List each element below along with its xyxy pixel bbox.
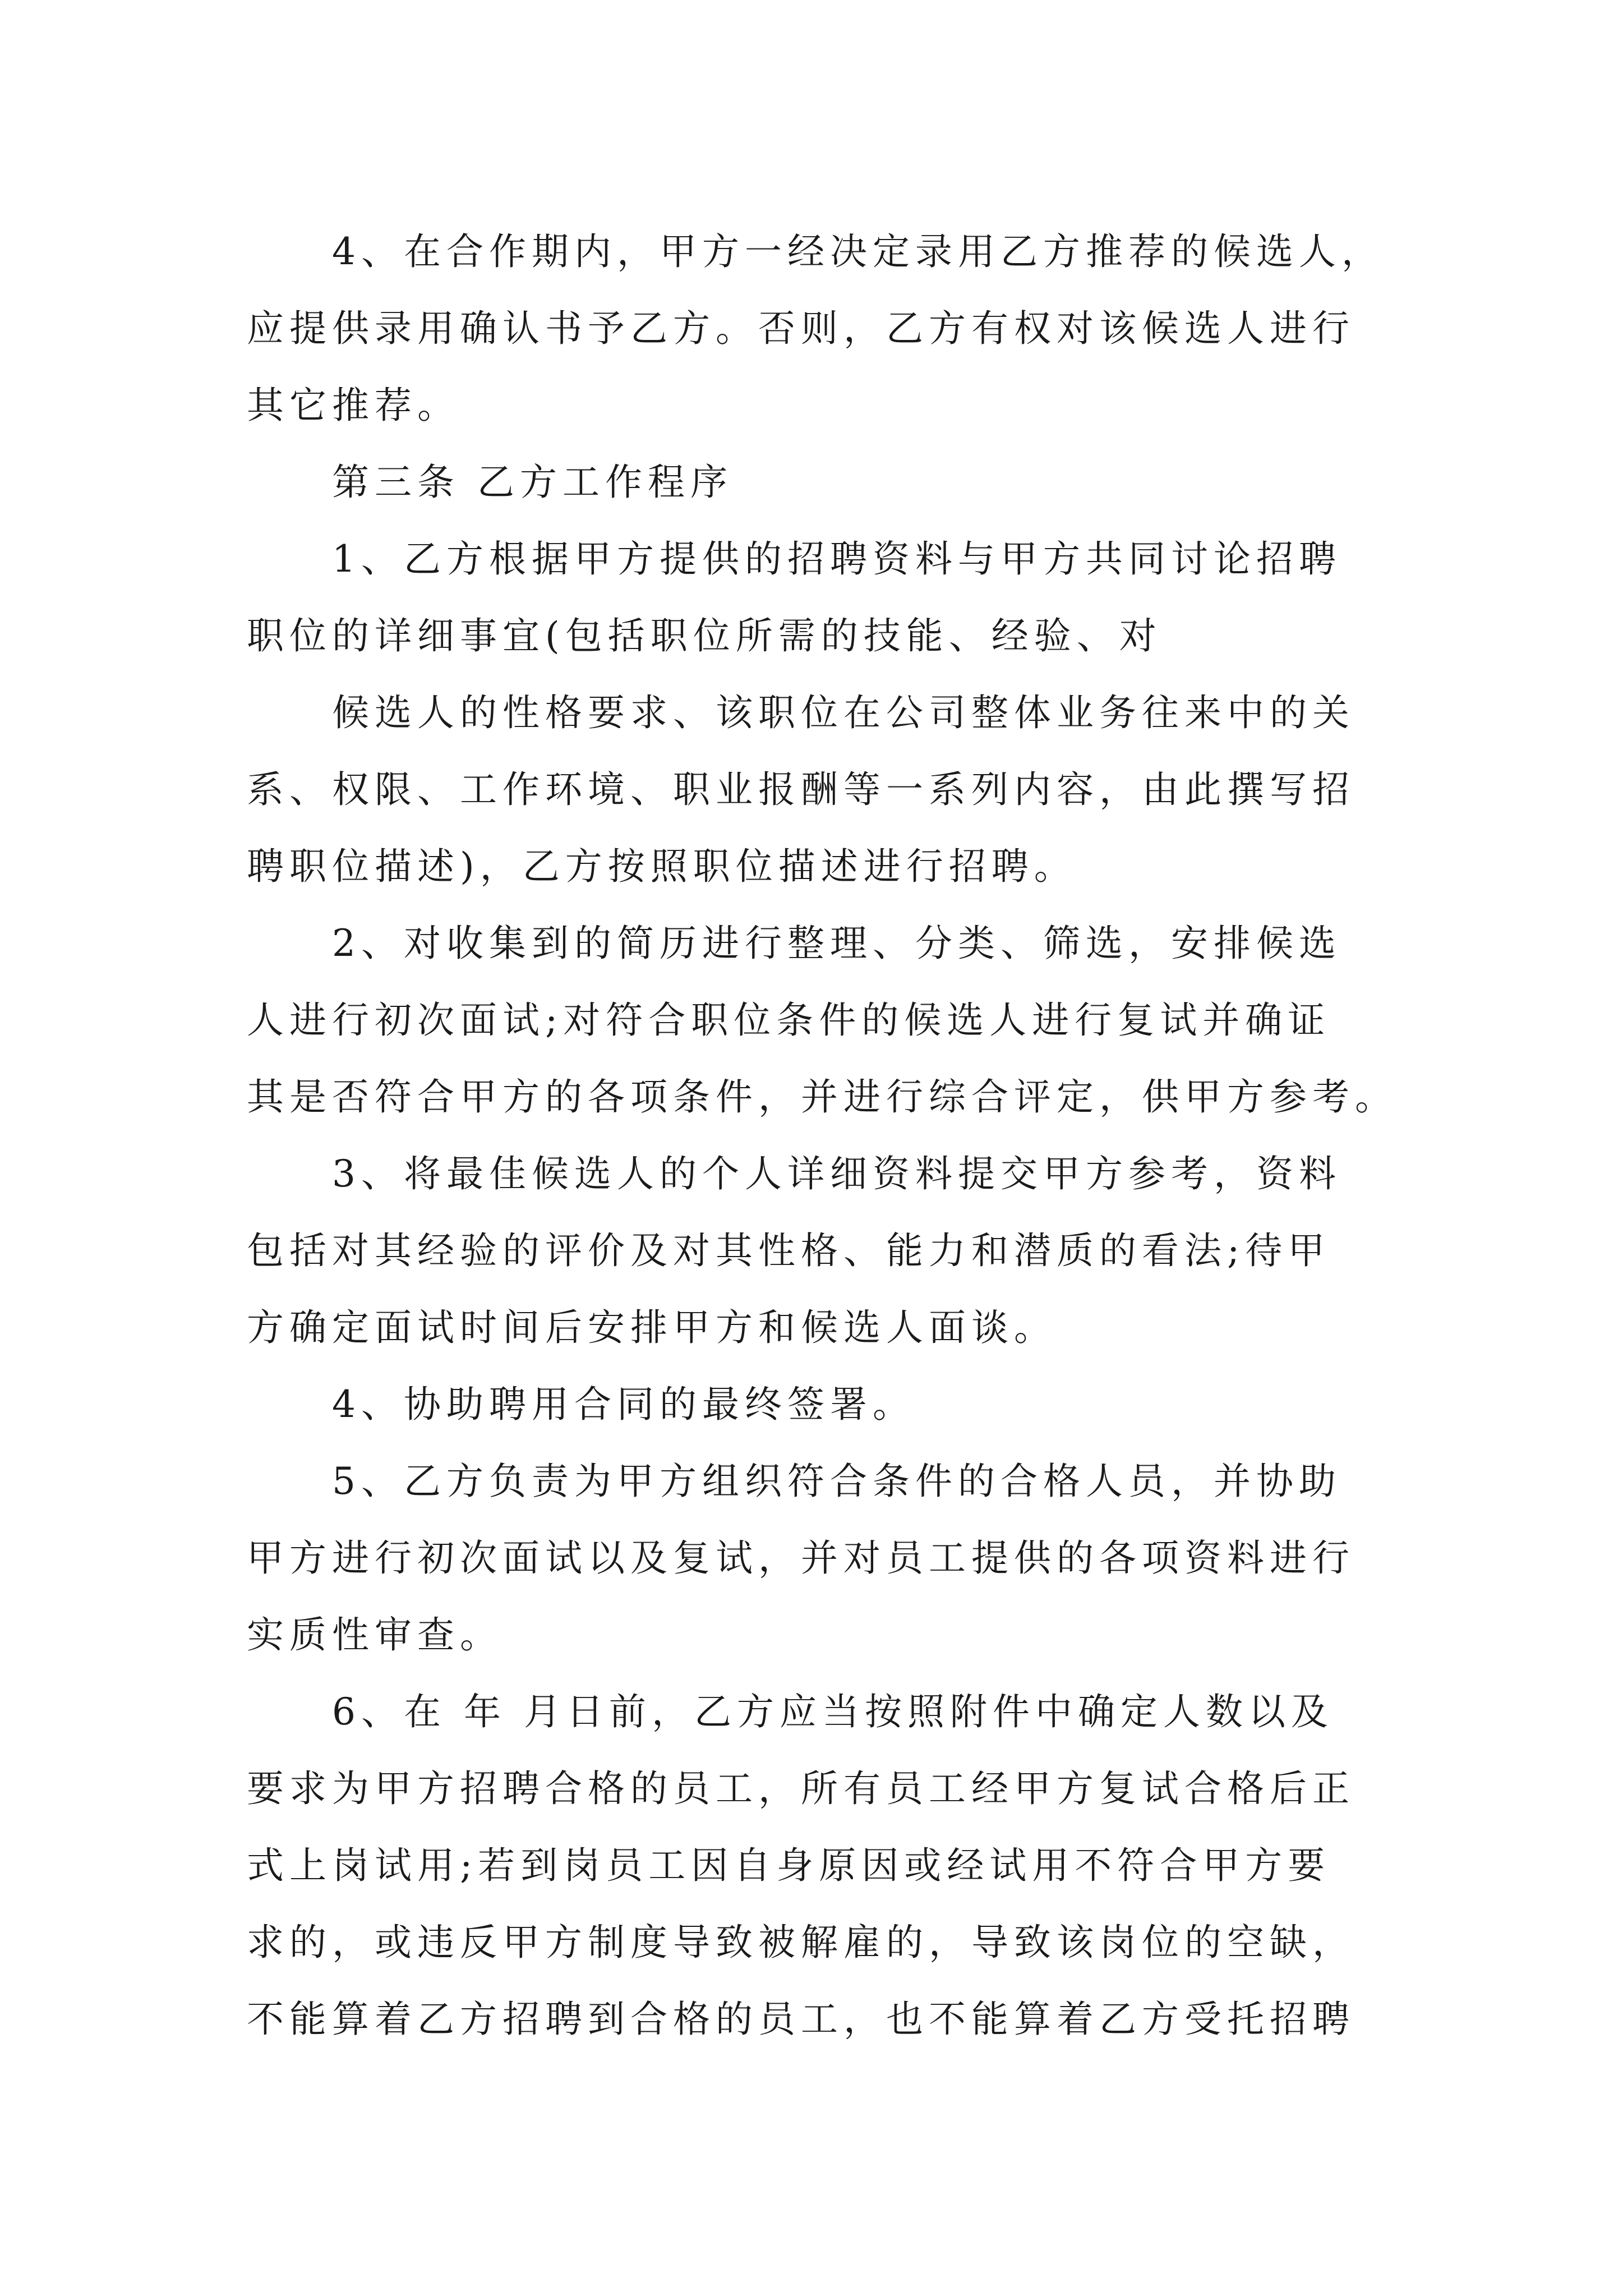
text-line: 4、协助聘用合同的最终签署。 [332,1383,915,1426]
text-line: 实质性审查。 [247,1613,502,1657]
text-line: 式上岗试用;若到岗员工因自身原因或经试用不符合甲方要 [247,1844,1331,1887]
text-line: 其是否符合甲方的各项条件，并进行综合评定，供甲方参考。 [247,1075,1398,1119]
text-line: 3、将最佳候选人的个人详细资料提交甲方参考，资料 [332,1152,1341,1195]
text-line: 第三条 乙方工作程序 [332,461,733,504]
text-line: 包括对其经验的评价及对其性格、能力和潜质的看法;待甲 [247,1229,1331,1272]
text-line: 聘职位描述)，乙方按照职位描述进行招聘。 [247,845,1077,888]
text-line: 要求为甲方招聘合格的员工，所有员工经甲方复试合格后正 [247,1767,1355,1810]
text-line: 职位的详细事宜(包括职位所需的技能、经验、对 [247,614,1162,657]
text-line: 6、在 年 月日前，乙方应当按照附件中确定人数以及 [332,1690,1334,1733]
text-line: 候选人的性格要求、该职位在公司整体业务往来中的关 [332,691,1355,734]
text-line: 其它推荐。 [247,384,460,427]
text-line: 5、乙方负责为甲方组织符合条件的合格人员，并协助 [332,1460,1341,1503]
text-line: 1、乙方根据甲方提供的招聘资料与甲方共同讨论招聘 [332,537,1341,581]
text-line: 系、权限、工作环境、职业报酬等一系列内容，由此撰写招 [247,768,1355,811]
text-line: 不能算着乙方招聘到合格的员工，也不能算着乙方受托招聘 [247,1998,1355,2041]
text-line: 4、在合作期内，甲方一经决定录用乙方推荐的候选人， [332,230,1384,273]
text-line: 2、对收集到的简历进行整理、分类、筛选，安排候选 [332,922,1341,965]
text-line: 求的，或违反甲方制度导致被解雇的，导致该岗位的空缺， [247,1921,1355,1964]
text-line: 应提供录用确认书予乙方。否则，乙方有权对该候选人进行 [247,307,1355,350]
text-line: 人进行初次面试;对符合职位条件的候选人进行复试并确证 [247,999,1331,1042]
text-line: 方确定面试时间后安排甲方和候选人面谈。 [247,1306,1057,1349]
text-line: 甲方进行初次面试以及复试，并对员工提供的各项资料进行 [247,1536,1355,1580]
document-body [247,213,1398,2058]
